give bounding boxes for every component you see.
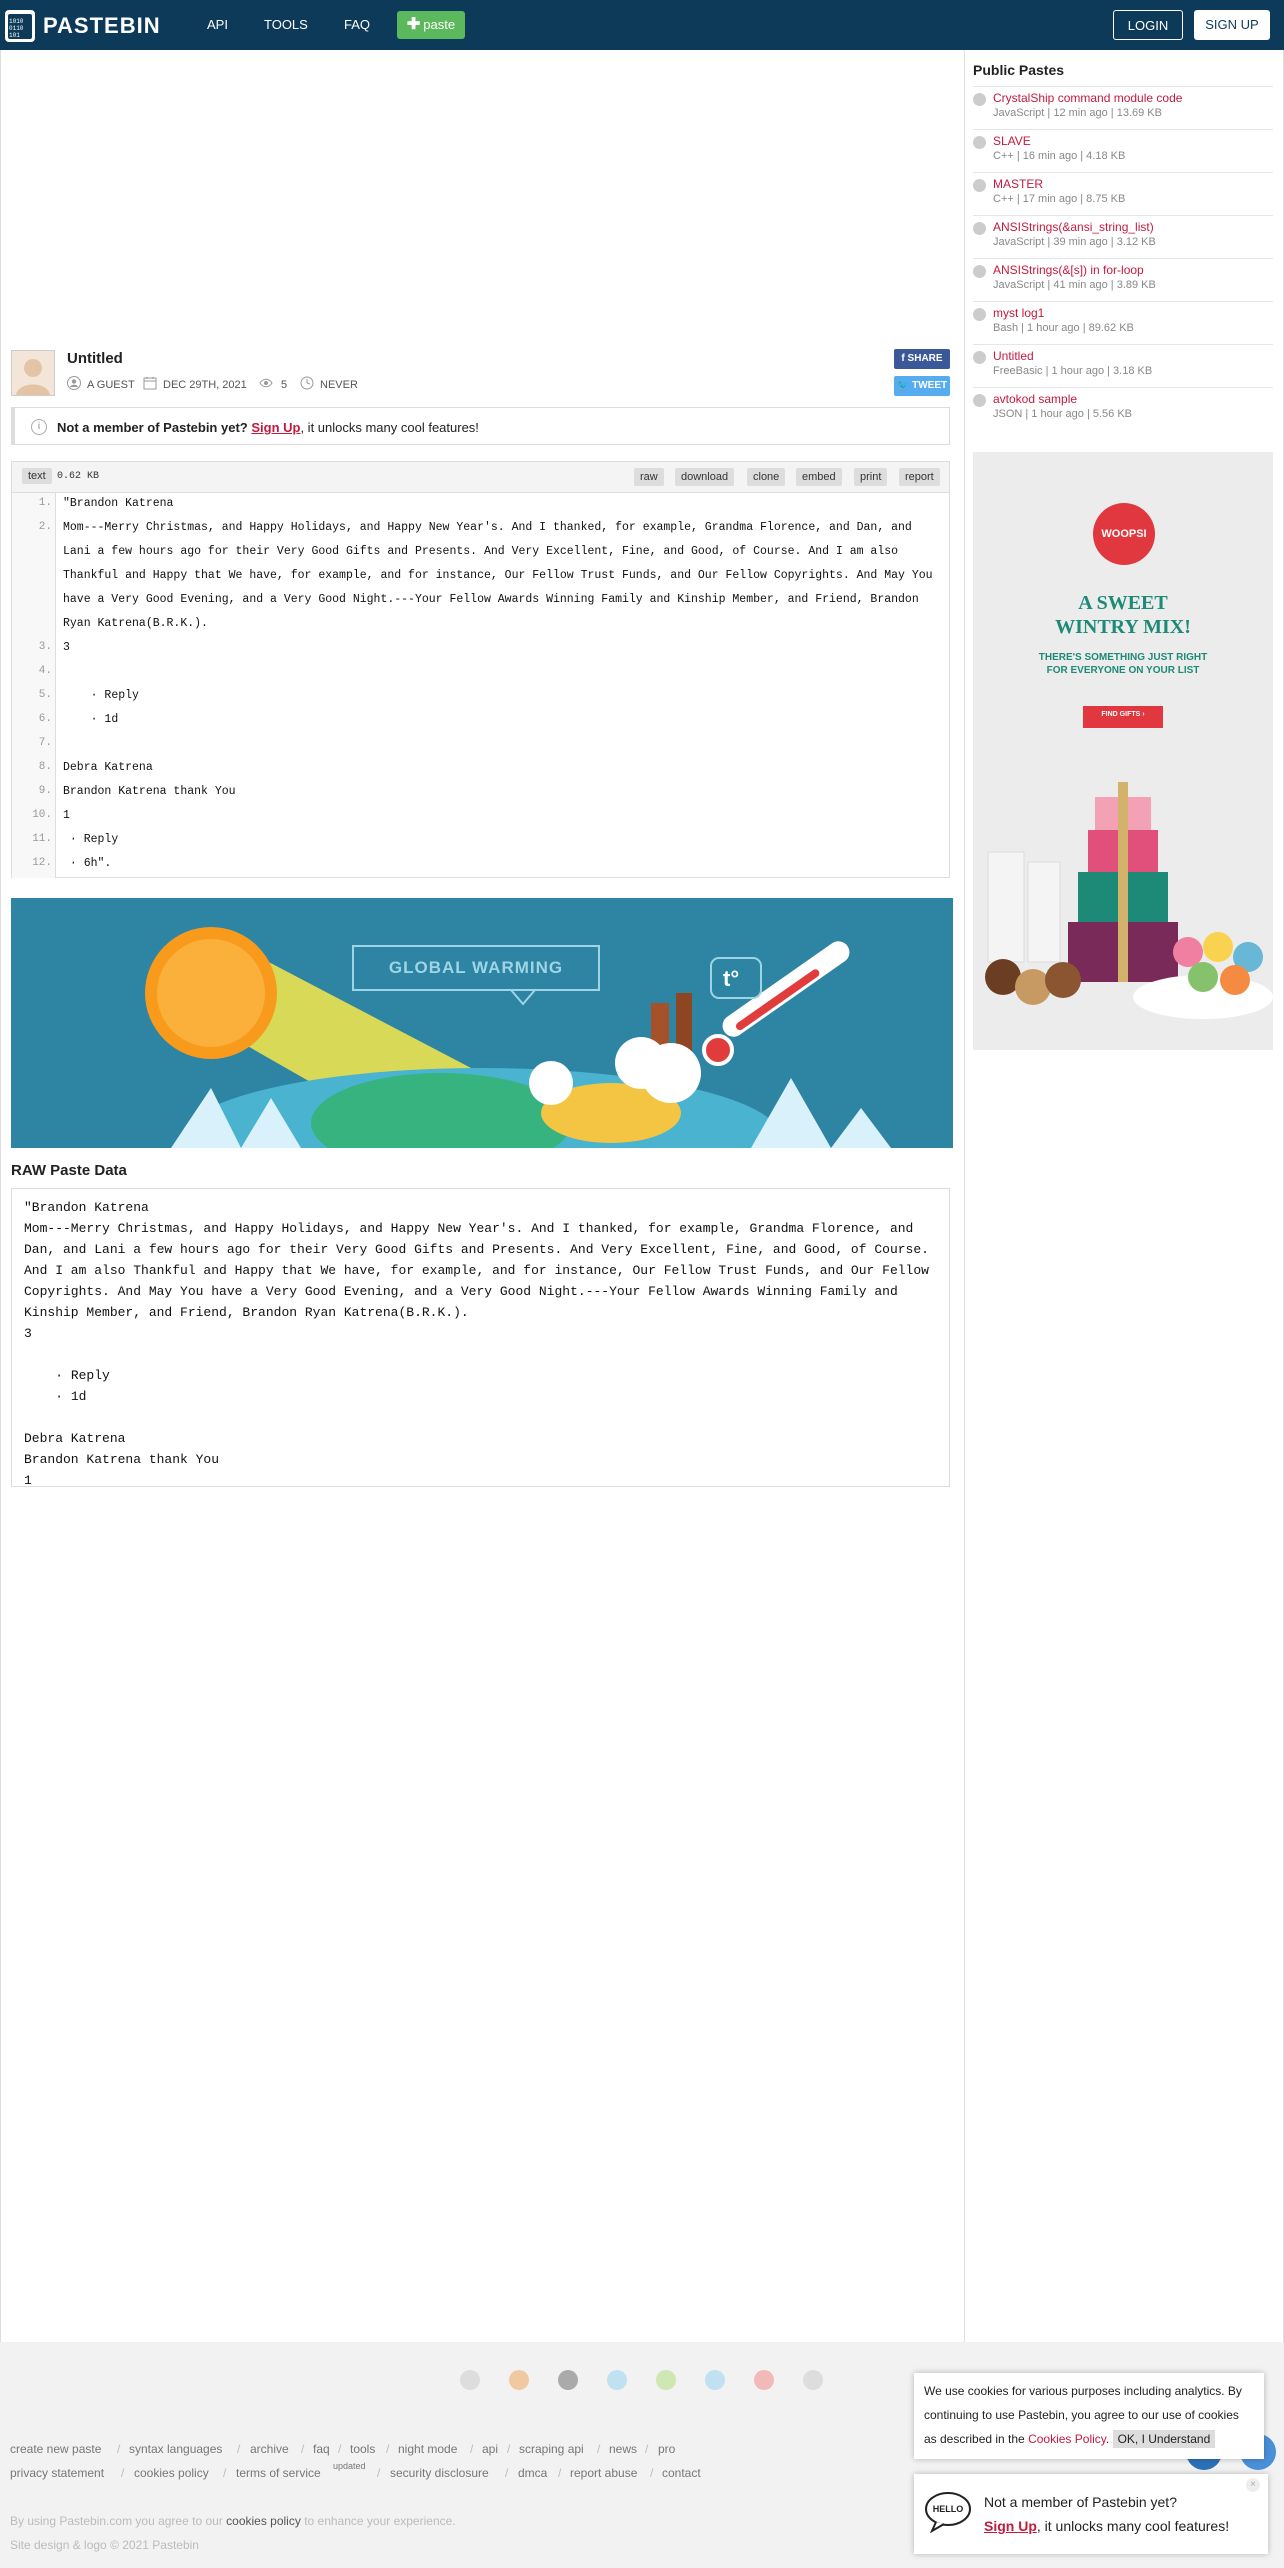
public-paste-item[interactable]	[973, 86, 1273, 127]
user-icon	[67, 376, 81, 390]
banner-text: GLOBAL WARMING	[388, 958, 564, 977]
public-paste-name[interactable]: myst log1	[993, 306, 1045, 320]
public-paste-item[interactable]	[973, 344, 1273, 385]
line-number: 1.	[38, 497, 52, 509]
user-silhouette-icon	[12, 351, 54, 395]
find-gifts-button[interactable]: FIND GIFTS ›	[1101, 711, 1145, 718]
agree-cookies-link[interactable]: cookies policy	[226, 2514, 301, 2528]
globe-icon	[973, 308, 986, 321]
notice-signup-link[interactable]: Sign Up	[251, 420, 301, 435]
footer-link-api[interactable]: api	[482, 2442, 499, 2456]
new-paste-label: paste	[423, 17, 456, 32]
line-number: 12.	[32, 857, 52, 869]
ad-subline-2: FOR EVERYONE ON YOUR LIST	[1046, 665, 1200, 676]
updated-badge: updated	[333, 2461, 366, 2471]
globe-icon	[973, 265, 986, 278]
footer-separator: /	[645, 2442, 649, 2456]
cookie-consent-popup: We use cookies for various purposes including analytics. By continuing to use Pastebin, you agree to our use of cookies as described in the Cookies Policy. OK, I Understand	[914, 2373, 1264, 2459]
notice-rest: , it unlocks many cool features!	[300, 420, 479, 435]
footer-separator: /	[237, 2442, 241, 2456]
footer-link-cookies-policy[interactable]: cookies policy	[134, 2466, 209, 2480]
code-line: · 1d	[63, 713, 119, 726]
signup-button[interactable]: SIGN UP	[1194, 10, 1270, 40]
footer-link-archive[interactable]: archive	[250, 2442, 289, 2456]
footer-separator: /	[377, 2466, 381, 2480]
cookies-agreement-line	[10, 2514, 456, 2528]
share-label: SHARE	[907, 353, 943, 364]
eye-icon	[259, 376, 273, 390]
public-paste-meta: C++ | 17 min ago | 8.75 KB	[993, 193, 1126, 205]
public-paste-item[interactable]	[973, 387, 1273, 428]
footer-link-night-mode[interactable]: night mode	[398, 2442, 458, 2456]
hello-line-2	[984, 2518, 1229, 2534]
footer-link-pro[interactable]: pro	[658, 2442, 676, 2456]
globe-icon	[973, 222, 986, 235]
footer-separator: /	[386, 2442, 390, 2456]
line-number: 5.	[38, 689, 52, 701]
public-paste-name[interactable]: SLAVE	[993, 134, 1031, 148]
footer-separator: /	[301, 2442, 305, 2456]
code-line: Mom---Merry Christmas, and Happy Holidays, and Happy New Year's. And I thanked, for example, Grandma Florence, and Dan, and Lani a few hours ago for their Very Good Gifts and Presents. And Very Excellent, Fine, and Good, of Course. And I am also Thankful and Happy that We have, for example, and for instance, Our Fellow Trust Funds, and Our Fellow Copyrights. And May You have a Very Good Evening, and a Very Good Night.---Your Fellow Awards Winning Family and Kinship Member, and Friend, Brandon Ryan Katrena(B.R.K.).	[63, 521, 940, 630]
public-paste-item[interactable]	[973, 172, 1273, 213]
footer-link-contact[interactable]: contact	[662, 2466, 701, 2480]
pastebin-logo-icon[interactable]	[4, 7, 36, 43]
public-paste-item[interactable]	[973, 301, 1273, 342]
ad-subline-1: THERE'S SOMETHING JUST RIGHT	[1038, 652, 1208, 663]
public-paste-name[interactable]: ANSIStrings(&[s]) in for-loop	[993, 263, 1144, 277]
footer-link-dmca[interactable]: dmca	[518, 2466, 548, 2480]
paste-date: DEC 29TH, 2021	[163, 379, 247, 391]
hello-rest: , it unlocks many cool features!	[1036, 2518, 1230, 2534]
line-number: 2.	[38, 521, 52, 533]
paste-size: 0.62 KB	[57, 471, 100, 482]
cookie-text: We use cookies for various purposes including analytics. By continuing to use Pastebin, you agree to our use of cookies as described in the	[924, 2384, 1242, 2446]
line-number: 7.	[38, 737, 52, 749]
line-number: 4.	[38, 665, 52, 677]
close-icon[interactable]: ×	[1246, 2478, 1260, 2492]
footer-separator: /	[507, 2442, 511, 2456]
line-number: 6.	[38, 713, 52, 725]
signup-popup	[914, 2474, 1268, 2554]
footer-separator: /	[558, 2466, 562, 2480]
code-line: · Reply	[63, 689, 139, 702]
public-paste-name[interactable]: Untitled	[993, 349, 1034, 363]
public-paste-item[interactable]	[973, 215, 1273, 256]
embed-button[interactable]: embed	[796, 468, 842, 486]
globe-icon	[973, 136, 986, 149]
paste-expires: NEVER	[320, 379, 358, 391]
public-paste-meta: JavaScript | 39 min ago | 3.12 KB	[993, 236, 1156, 248]
download-button[interactable]: download	[675, 468, 734, 486]
line-number: 8.	[38, 761, 52, 773]
nav-api[interactable]: API	[207, 17, 228, 32]
public-paste-name[interactable]: avtokod sample	[993, 392, 1078, 406]
public-paste-item[interactable]	[973, 258, 1273, 299]
new-paste-button[interactable]	[397, 11, 465, 39]
public-paste-meta: JSON | 1 hour ago | 5.56 KB	[993, 408, 1133, 420]
author-avatar[interactable]	[11, 350, 55, 396]
twitter-icon: 🐦	[896, 380, 910, 391]
nav-tools[interactable]: TOOLS	[264, 17, 308, 32]
public-paste-name[interactable]: CrystalShip command module code	[993, 91, 1183, 105]
clock-icon	[300, 376, 314, 390]
clone-button[interactable]: clone	[747, 468, 785, 486]
footer-separator: /	[650, 2466, 654, 2480]
public-paste-item[interactable]	[973, 129, 1273, 170]
app-icons-row	[460, 2368, 830, 2394]
footer-separator: /	[338, 2442, 342, 2456]
paste-views: 5	[281, 379, 288, 391]
footer-link-security-disclosure[interactable]: security disclosure	[390, 2466, 489, 2480]
agree-pre: By using Pastebin.com you agree to our	[10, 2514, 223, 2528]
footer-link-tools[interactable]: tools	[350, 2442, 376, 2456]
tweet-label: TWEET	[912, 380, 948, 391]
cookie-policy-link[interactable]: Cookies Policy	[1028, 2432, 1106, 2446]
footer-separator: /	[470, 2442, 474, 2456]
code-line: · 6h".	[63, 857, 112, 870]
info-icon: i	[31, 419, 47, 435]
hello-badge: HELLO	[932, 2504, 964, 2514]
hello-line-1: Not a member of Pastebin yet?	[984, 2494, 1177, 2510]
globe-icon	[973, 394, 986, 407]
footer-link-scraping-api[interactable]: scraping api	[519, 2442, 584, 2456]
global-warming-illustration	[11, 898, 953, 1148]
public-paste-meta: JavaScript | 12 min ago | 13.69 KB	[993, 107, 1162, 119]
notice-bold: Not a member of Pastebin yet?	[57, 420, 248, 435]
public-paste-name[interactable]: ANSIStrings(&ansi_string_list)	[993, 220, 1154, 234]
footer-link-news[interactable]: news	[609, 2442, 638, 2456]
facebook-icon: f	[901, 353, 905, 364]
woopsi-sidebar-ad[interactable]	[973, 452, 1273, 1050]
public-pastes-title: Public Pastes	[973, 62, 1065, 78]
code-line: "Brandon Katrena	[63, 497, 174, 510]
line-number: 3.	[38, 641, 52, 653]
syntax-tag[interactable]: text	[22, 468, 52, 484]
ad-headline-2: WINTRY MIX!	[1055, 616, 1191, 638]
copyright: Site design & logo © 2021 Pastebin	[10, 2538, 199, 2552]
twitter-tweet-button[interactable]	[894, 376, 950, 396]
cookie-ok-button[interactable]: OK, I Understand	[1113, 2430, 1216, 2448]
global-warming-ad-banner[interactable]	[11, 898, 953, 1148]
print-button[interactable]: print	[854, 468, 887, 486]
footer-separator: /	[121, 2466, 125, 2480]
footer-separator: /	[505, 2466, 509, 2480]
footer-link-privacy-statement[interactable]: privacy statement	[10, 2466, 105, 2480]
signup-notice	[11, 407, 950, 445]
globe-icon	[973, 351, 986, 364]
header	[0, 0, 1284, 50]
public-paste-meta: C++ | 16 min ago | 4.18 KB	[993, 150, 1126, 162]
code-line: 1	[63, 809, 70, 822]
footer-link-terms-of-service[interactable]: terms of service	[236, 2466, 321, 2480]
footer-separator: /	[223, 2466, 227, 2480]
woopsi-ad-illustration	[973, 452, 1273, 1050]
report-button[interactable]: report	[899, 468, 940, 486]
svg-text:101: 101	[9, 32, 20, 39]
raw-button[interactable]: raw	[634, 468, 664, 486]
footer-link-create-new-paste[interactable]: create new paste	[10, 2442, 102, 2456]
paste-code-box	[11, 461, 950, 878]
paste-author[interactable]: A GUEST	[87, 379, 135, 391]
logo-text[interactable]: PASTEBIN	[43, 13, 161, 38]
footer-separator: /	[117, 2442, 121, 2456]
plus-icon: ✚	[406, 16, 421, 33]
hello-signup-link[interactable]: Sign Up	[984, 2518, 1037, 2534]
public-paste-meta: Bash | 1 hour ago | 89.62 KB	[993, 322, 1134, 334]
svg-text:1010: 1010	[9, 18, 24, 25]
login-button[interactable]: LOGIN	[1113, 10, 1183, 40]
globe-icon	[973, 179, 986, 192]
sidebar-divider	[964, 50, 965, 2342]
agree-post: to enhance your experience.	[304, 2514, 456, 2528]
facebook-share-button[interactable]	[894, 349, 950, 369]
notice-text	[57, 420, 479, 435]
calendar-icon	[143, 376, 157, 390]
footer-link-syntax-languages[interactable]: syntax languages	[129, 2442, 223, 2456]
code-toolbar	[12, 462, 949, 493]
line-number: 9.	[38, 785, 52, 797]
paste-title: Untitled	[67, 350, 123, 367]
line-number: 11.	[32, 833, 52, 845]
footer-separator: /	[597, 2442, 601, 2456]
public-paste-meta: JavaScript | 41 min ago | 3.89 KB	[993, 279, 1156, 291]
code-line: · Reply	[63, 833, 119, 846]
woopsi-logo: WOOPSI	[1101, 528, 1147, 540]
thermometer-icon: t°	[723, 966, 740, 991]
line-number: 10.	[32, 809, 52, 821]
ad-headline-1: A SWEET	[1078, 592, 1168, 614]
code-line: 3	[63, 641, 70, 654]
raw-paste-textarea[interactable]: "Brandon Katrena Mom---Merry Christmas, and Happy Holidays, and Happy New Year's. And I thanked, for example, Grandma Florence, and Dan, and Lani a few hours ago for their Very Good Gifts and Presents. And Very Excellent, Fine, and Good, of Course. And I am also Thankful and Happy that We have, for example, and for instance, Our Fellow Trust Funds, and Our Fellow Copyrights. And May You have a Very Good Evening, and a Very Good Night.---Your Fellow Awards Winning Family and Kinship Member, and Friend, Brandon Ryan Katrena(B.R.K.). 3 · Reply · 1d Debra Katrena Brandon Katrena thank You 1	[11, 1188, 950, 1487]
public-paste-name[interactable]: MASTER	[993, 177, 1044, 191]
footer-link-faq[interactable]: faq	[313, 2442, 330, 2456]
footer-link-report-abuse[interactable]: report abuse	[570, 2466, 638, 2480]
svg-text:0110: 0110	[9, 25, 24, 32]
code-line: Debra Katrena	[63, 761, 153, 774]
public-paste-meta: FreeBasic | 1 hour ago | 3.18 KB	[993, 365, 1153, 377]
raw-paste-title: RAW Paste Data	[11, 1162, 127, 1179]
code-line: Brandon Katrena thank You	[63, 785, 236, 798]
nav-faq[interactable]: FAQ	[344, 17, 371, 32]
globe-icon	[973, 93, 986, 106]
